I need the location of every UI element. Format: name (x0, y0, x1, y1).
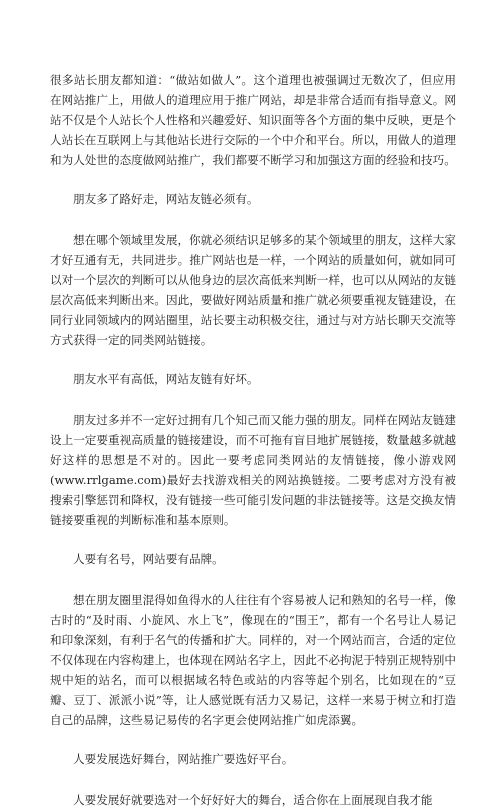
section-heading-platform: 人要发展选好舞台，网站推广要选好平台。 (73, 752, 294, 766)
article-paragraph-brand-name: 想在朋友圈里混得如鱼得水的人往往有个容易被人记和熟知的名号一样，像古时的“及时雨、小旋风、水上飞”，像现在的“围王”，都有一个名号让人易记和印象深刻，有利于名气的传播和扩大。同样的，对一个网站而言，合适的定位不仅体现在内容构建上，也体现在网站名字上，因此不必拘泥于特别正规特别中规中矩的站名，而可以根据域名特色或站的内容等起个别名，比如现在的“豆瓣、豆丁、派派小说”等，让人感觉既有活力又易记，这样一来易于树立和打造自己的品牌，这些易记易传的名字更会使网站推广如虎添翼。 (50, 593, 456, 727)
article-paragraph-platform: 人要发展好就要选对一个好好好大的舞台，适合你在上面展现自我才能 (73, 793, 433, 807)
article-paragraph-intro: 很多站长朋友都知道：“做站如做人”。这个道理也被强调过无数次了，但应用在网站推广上，用做人的道理应用于推广网站，却是非常合适而有指导意义。网站不仅是个人站长个人性格和兴趣爱好、知识面等各个方面的集中反映，更是个人站长在互联网上与其他站长进行交际的一个中介和平台。所以，用做人的道理和为人处世的态度做网站推广，我们都要不断学习和加强这方面的经验和技巧。 (50, 73, 456, 167)
article-paragraph-link-quality: 朋友过多并不一定好过拥有几个知己而又能力强的朋友。同样在网站友链建设上一定要重视高质量的链接建设，而不可拖有盲目地扩展链接，数量越多就越好这样的思想是不对的。因此一要考虑同类网站的友情链接，像小游戏网(www.rrlgame.com)最好去找游戏相关的网站换链接。二要考虑对方没有被搜索引擎惩罚和降权，没有链接一些可能引发问题的非法链接等。这是交换友情链接要重视的判断标准和基本原则。 (50, 413, 456, 527)
section-heading-link-quality: 朋友水平有高低，网站友链有好坏。 (73, 372, 259, 386)
section-heading-brand-name: 人要有名号，网站要有品牌。 (73, 552, 224, 566)
section-heading-friends-links: 朋友多了路好走，网站友链必须有。 (73, 192, 259, 206)
article-paragraph-friends-links: 想在哪个领域里发展，你就必须结识足够多的某个领域里的朋友，这样大家才好互通有无，共同进步。推广网站也是一样，一个网站的质量如何，就如同可以对一个层次的判断可以从他身边的层次高低来判断一样，也可以从网站的友链层次高低来判断出来。因此，要做好网站质量和推广就必须要重视友链建设，在同行业同领域内的网站圈里，站长要主动积极交往，通过与对方站长聊天交流等方式获得一定的同类网站链接。 (50, 233, 456, 347)
